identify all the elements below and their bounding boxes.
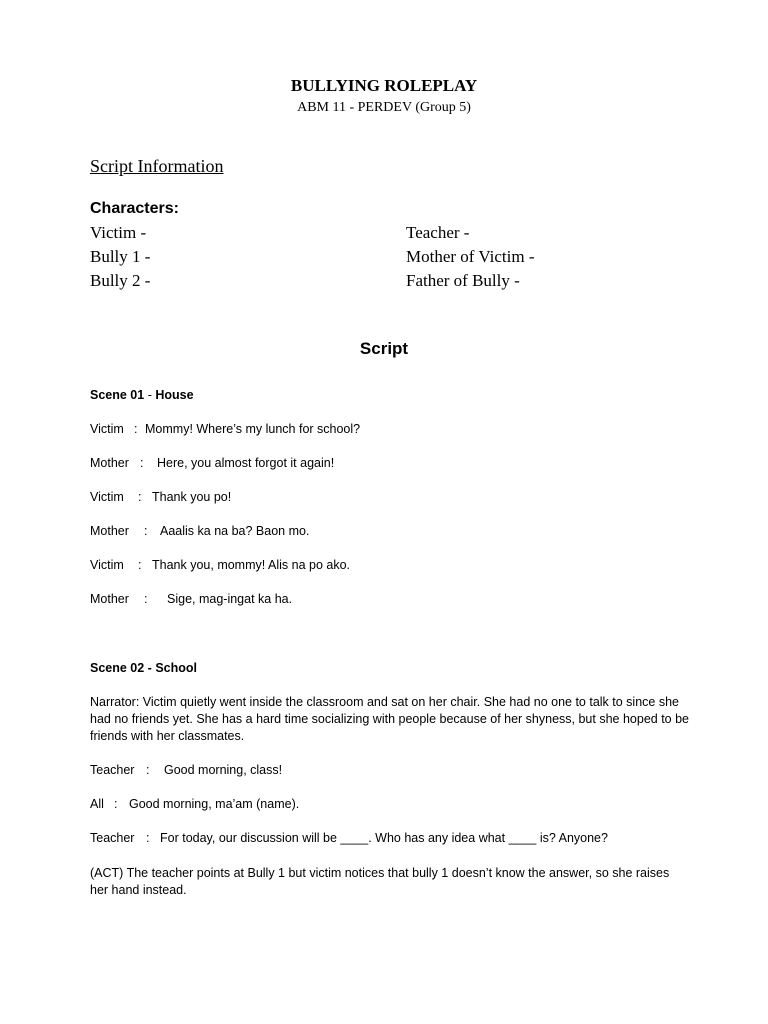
dialogue-line <box>90 763 282 777</box>
dialogue-line <box>90 592 292 606</box>
dialogue-speaker: Victim <box>90 422 124 436</box>
script-information-heading: Script Information <box>90 156 224 176</box>
dialogue-line <box>90 558 350 572</box>
dialogue-text: Good morning, class! <box>164 763 283 777</box>
dialogue-line <box>90 490 231 504</box>
character-victim: Victim - <box>90 223 147 242</box>
character-teacher: Teacher - <box>406 223 470 242</box>
dialogue-line <box>90 831 608 845</box>
scene-number: Scene 01 <box>90 388 145 402</box>
scene-place: House <box>155 388 194 402</box>
scene-separator: - <box>147 388 152 402</box>
dialogue-line <box>90 456 334 470</box>
dialogue-speaker: Teacher <box>90 831 135 845</box>
dialogue-speaker: Mother <box>90 524 129 538</box>
document-title: BULLYING ROLEPLAY <box>290 76 478 95</box>
dialogue-text: Mommy! Where’s my lunch for school? <box>145 422 361 436</box>
dialogue-text: Good morning, ma’am (name). <box>129 797 300 811</box>
character-bully-1: Bully 1 - <box>90 247 151 266</box>
dialogue-colon: : <box>134 422 138 436</box>
scene-02-heading: Scene 02 - School <box>90 661 197 675</box>
dialogue-speaker: Victim <box>90 490 124 504</box>
dialogue-text: Here, you almost forgot it again! <box>157 456 335 470</box>
dialogue-colon: : <box>114 797 118 811</box>
characters-heading: Characters: <box>90 200 179 217</box>
dialogue-colon: : <box>146 763 150 777</box>
dialogue-speaker: Mother <box>90 592 129 606</box>
dialogue-colon: : <box>138 490 142 504</box>
dialogue-text: Aaalis ka na ba? Baon mo. <box>160 524 310 538</box>
script-heading: Script <box>359 339 409 358</box>
dialogue-line <box>90 422 360 436</box>
narration-paragraph: Narrator: Victim quietly went inside the classroom and sat on her chair. She had no one to talk to since she had no friends yet. She has a hard time socializing with people because of her shyness, but she hoped to be friends with her classmates. <box>90 695 689 743</box>
dialogue-text: Thank you, mommy! Alis na po ako. <box>152 558 351 572</box>
dialogue-speaker: Mother <box>90 456 129 470</box>
dialogue-colon: : <box>146 831 150 845</box>
dialogue-colon: : <box>138 558 142 572</box>
character-bully-2: Bully 2 - <box>90 271 151 290</box>
dialogue-line <box>90 524 309 538</box>
dialogue-text: Sige, mag-ingat ka ha. <box>167 592 293 606</box>
dialogue-speaker: Teacher <box>90 763 135 777</box>
dialogue-colon: : <box>140 456 144 470</box>
dialogue-text: Thank you po! <box>152 490 232 504</box>
document-subtitle: ABM 11 - PERDEV (Group 5) <box>297 100 471 115</box>
dialogue-colon: : <box>144 592 148 606</box>
act-paragraph: (ACT) The teacher points at Bully 1 but victim notices that bully 1 doesn’t know the answer, so she raises her hand instead. <box>90 866 670 897</box>
dialogue-speaker: Victim <box>90 558 124 572</box>
character-father-of-bully: Father of Bully - <box>406 271 520 290</box>
character-mother-of-victim: Mother of Victim - <box>406 247 535 266</box>
dialogue-text: For today, our discussion will be ____. Who has any idea what ____ is? Anyone? <box>160 831 608 845</box>
dialogue-line <box>90 797 299 811</box>
dialogue-colon: : <box>144 524 148 538</box>
scene-01-heading <box>90 388 194 402</box>
dialogue-speaker: All <box>90 797 104 811</box>
